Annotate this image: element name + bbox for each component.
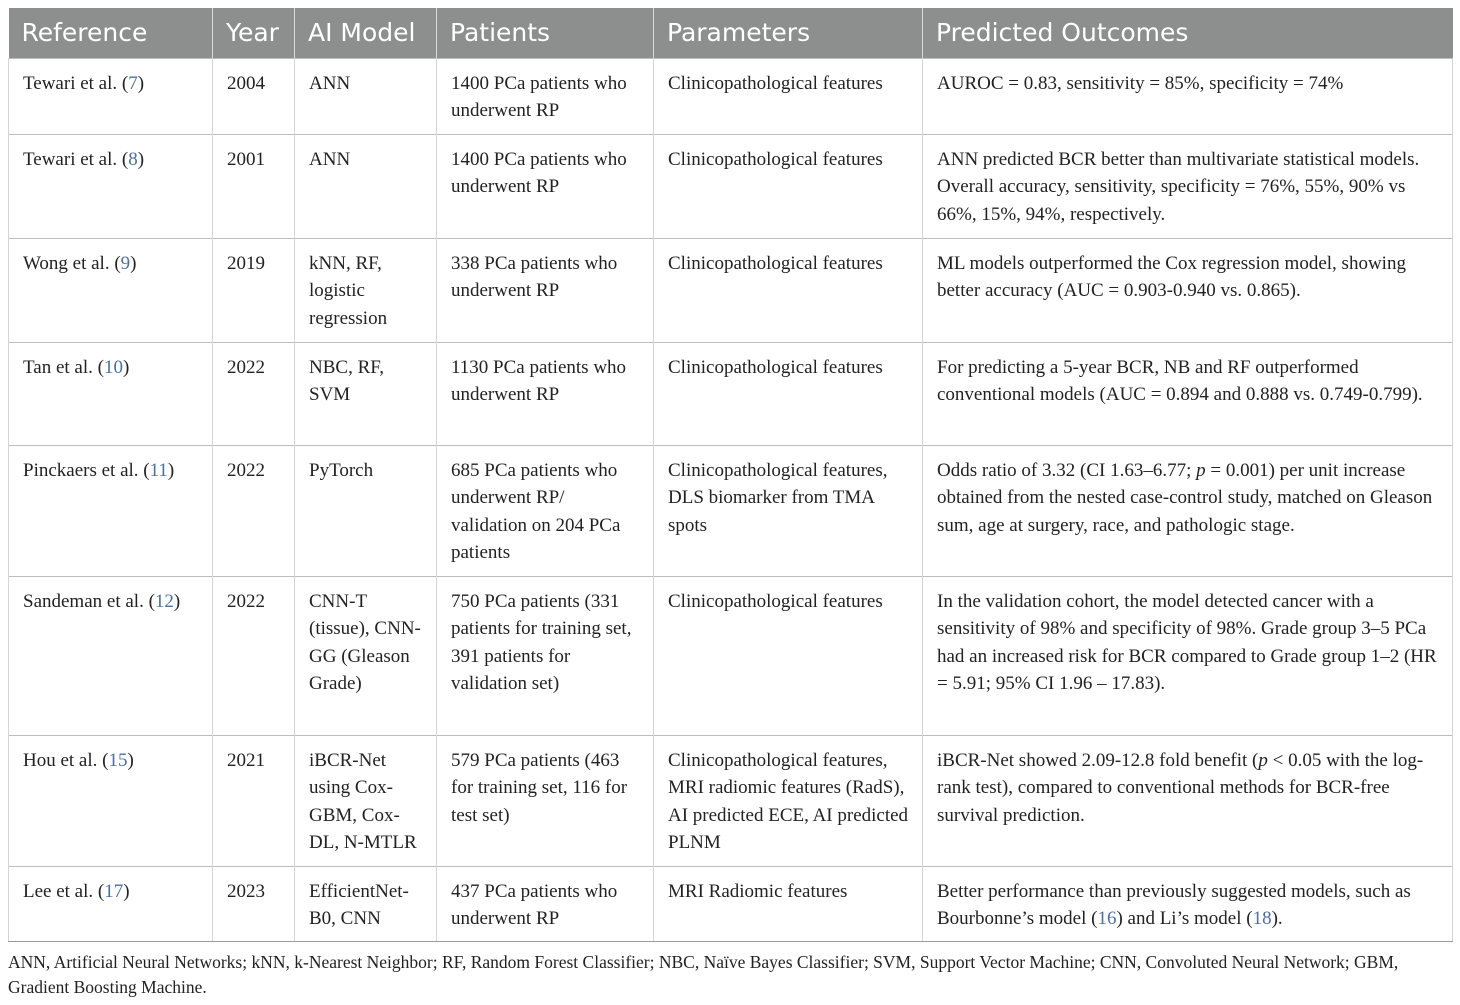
model-cell: kNN, RF, logistic regression (295, 238, 437, 342)
model-cell: ANN (295, 58, 437, 134)
reference-link[interactable]: 11 (149, 459, 168, 481)
header-parameters: Parameters (654, 8, 923, 58)
results-table (8, 8, 1453, 942)
model-cell: NBC, RF, SVM (295, 342, 437, 445)
reference-link[interactable]: 15 (108, 749, 128, 771)
parameters-cell: Clinicopathological features (654, 134, 923, 238)
model-cell: EfficientNet-B0, CNN (295, 866, 437, 941)
patients-cell: 437 PCa patients who underwent RP (437, 866, 654, 941)
reference-close: ) (167, 459, 175, 481)
outcome-cell: For predicting a 5-year BCR, NB and RF outperformed conventional models (AUC = 0.894 and 0.888 vs. 0.749-0.799). (923, 342, 1453, 445)
header-row (9, 8, 1453, 58)
outcome-p-italic: p (1258, 749, 1268, 771)
header-ai-model: AI Model (295, 8, 437, 58)
reference-name: Wong et al. ( (23, 252, 121, 274)
reference-cell (9, 58, 213, 134)
table-container (8, 8, 1452, 942)
outcome-text: < 0.05 with the log-rank test), compared to conventional methods for BCR-free survival prediction. (937, 749, 1424, 826)
reference-close: ) (122, 356, 130, 378)
model-cell: iBCR-Net using Cox-GBM, Cox-DL, N-MTLR (295, 735, 437, 866)
year-cell: 2001 (213, 134, 295, 238)
reference-close: ) (123, 880, 130, 902)
table-row (9, 576, 1453, 735)
outcome-text: ). (1271, 908, 1283, 929)
parameters-cell: Clinicopathological features (654, 576, 923, 735)
reference-name: Lee et al. ( (23, 880, 105, 902)
reference-close: ) (127, 749, 134, 771)
reference-cell (9, 576, 213, 735)
reference-name: Hou et al. ( (23, 749, 109, 771)
year-cell: 2022 (213, 576, 295, 735)
header-year: Year (213, 8, 295, 58)
reference-link[interactable]: 12 (154, 590, 174, 612)
table-row (9, 58, 1453, 134)
patients-cell: 685 PCa patients who underwent RP/ validation on 204 PCa patients (437, 445, 654, 576)
parameters-cell: Clinicopathological features (654, 342, 923, 445)
header-predicted-outcomes: Predicted Outcomes (923, 8, 1453, 58)
outcome-cell: ANN predicted BCR better than multivariate statistical models. Overall accuracy, sensitivity, specificity = 76%, 55%, 90% vs 66%, 15%, 94%, respectively. (923, 134, 1453, 238)
outcome-text: Better performance than previously suggested models, such as Bourbonne’s model ( (937, 880, 1411, 929)
reference-link[interactable]: 9 (120, 252, 131, 274)
reference-cell (9, 735, 213, 866)
reference-name: Tewari et al. ( (23, 72, 129, 94)
reference-name: Tan et al. ( (23, 356, 104, 378)
reference-cell (9, 134, 213, 238)
table-row (9, 735, 1453, 866)
table-row (9, 134, 1453, 238)
outcome-cell: In the validation cohort, the model detected cancer with a sensitivity of 98% and specificity of 98%. Grade group 3–5 PCa had an increased risk for BCR compared to Grade group 1–2 (HR = 5.91; 95% CI 1.96 – 17.83). (923, 576, 1453, 735)
year-cell: 2022 (213, 342, 295, 445)
patients-cell: 579 PCa patients (463 for training set, 116 for test set) (437, 735, 654, 866)
table-footnote: ANN, Artificial Neural Networks; kNN, k-Nearest Neighbor; RF, Random Forest Classifier; NBC, Naïve Bayes Classifier; SVM, Support Vector Machine; CNN, Convoluted Neural Network; GBM, Gradient Boosting Machine. (8, 952, 1399, 997)
outcome-cell (923, 866, 1453, 941)
year-cell: 2004 (213, 58, 295, 134)
reference-link[interactable]: 16 (1097, 908, 1117, 929)
patients-cell: 1400 PCa patients who underwent RP (437, 134, 654, 238)
table-row (9, 238, 1453, 342)
reference-link[interactable]: 7 (128, 72, 138, 94)
model-cell: ANN (295, 134, 437, 238)
year-cell: 2021 (213, 735, 295, 866)
patients-cell: 1400 PCa patients who underwent RP (437, 58, 654, 134)
year-cell: 2019 (213, 238, 295, 342)
model-cell: CNN-T (tissue), CNN-GG (Gleason Grade) (295, 576, 437, 735)
outcome-cell: ML models outperformed the Cox regression model, showing better accuracy (AUC = 0.903-0.940 vs. 0.865). (923, 238, 1453, 342)
outcome-text: = 0.001) per unit increase obtained from the nested case-control study, matched on Gleason sum, age at surgery, race, and pathologic stage. (937, 459, 1433, 536)
outcome-cell: AUROC = 0.83, sensitivity = 85%, specificity = 74% (923, 58, 1453, 134)
reference-close: ) (137, 72, 145, 94)
patients-cell: 338 PCa patients who underwent RP (437, 238, 654, 342)
outcome-p-italic: p (1196, 459, 1206, 481)
outcome-text: Odds ratio of 3.32 (CI 1.63–6.77; (937, 459, 1197, 481)
parameters-cell: Clinicopathological features (654, 238, 923, 342)
reference-close: ) (137, 148, 145, 170)
patients-cell: 750 PCa patients (331 patients for training set, 391 patients for validation set) (437, 576, 654, 735)
reference-link[interactable]: 17 (104, 880, 124, 902)
reference-link[interactable]: 10 (103, 356, 123, 378)
parameters-cell: Clinicopathological features, DLS biomarker from TMA spots (654, 445, 923, 576)
reference-name: Sandeman et al. ( (23, 590, 155, 612)
parameters-cell: Clinicopathological features (654, 58, 923, 134)
parameters-cell: MRI Radiomic features (654, 866, 923, 941)
reference-close: ) (130, 252, 137, 274)
year-cell: 2023 (213, 866, 295, 941)
reference-cell (9, 238, 213, 342)
year-cell: 2022 (213, 445, 295, 576)
reference-cell (9, 445, 213, 576)
outcome-text: iBCR-Net showed 2.09-12.8 fold benefit ( (937, 749, 1259, 771)
outcome-cell (923, 735, 1453, 866)
reference-name: Tewari et al. ( (23, 148, 129, 170)
reference-link[interactable]: 8 (128, 148, 138, 170)
reference-close: ) (173, 590, 181, 612)
header-patients: Patients (437, 8, 654, 58)
patients-cell: 1130 PCa patients who underwent RP (437, 342, 654, 445)
table-row (9, 866, 1453, 941)
reference-link[interactable]: 18 (1252, 908, 1272, 929)
outcome-text: ) and Li’s model ( (1116, 908, 1253, 929)
reference-name: Pinckaers et al. ( (23, 459, 150, 481)
model-cell: PyTorch (295, 445, 437, 576)
table-row (9, 445, 1453, 576)
reference-cell (9, 342, 213, 445)
reference-cell (9, 866, 213, 941)
header-reference: Reference (9, 8, 213, 58)
table-row (9, 342, 1453, 445)
parameters-cell: Clinicopathological features, MRI radiomic features (RadS), AI predicted ECE, AI predicted PLNM (654, 735, 923, 866)
outcome-cell (923, 445, 1453, 576)
